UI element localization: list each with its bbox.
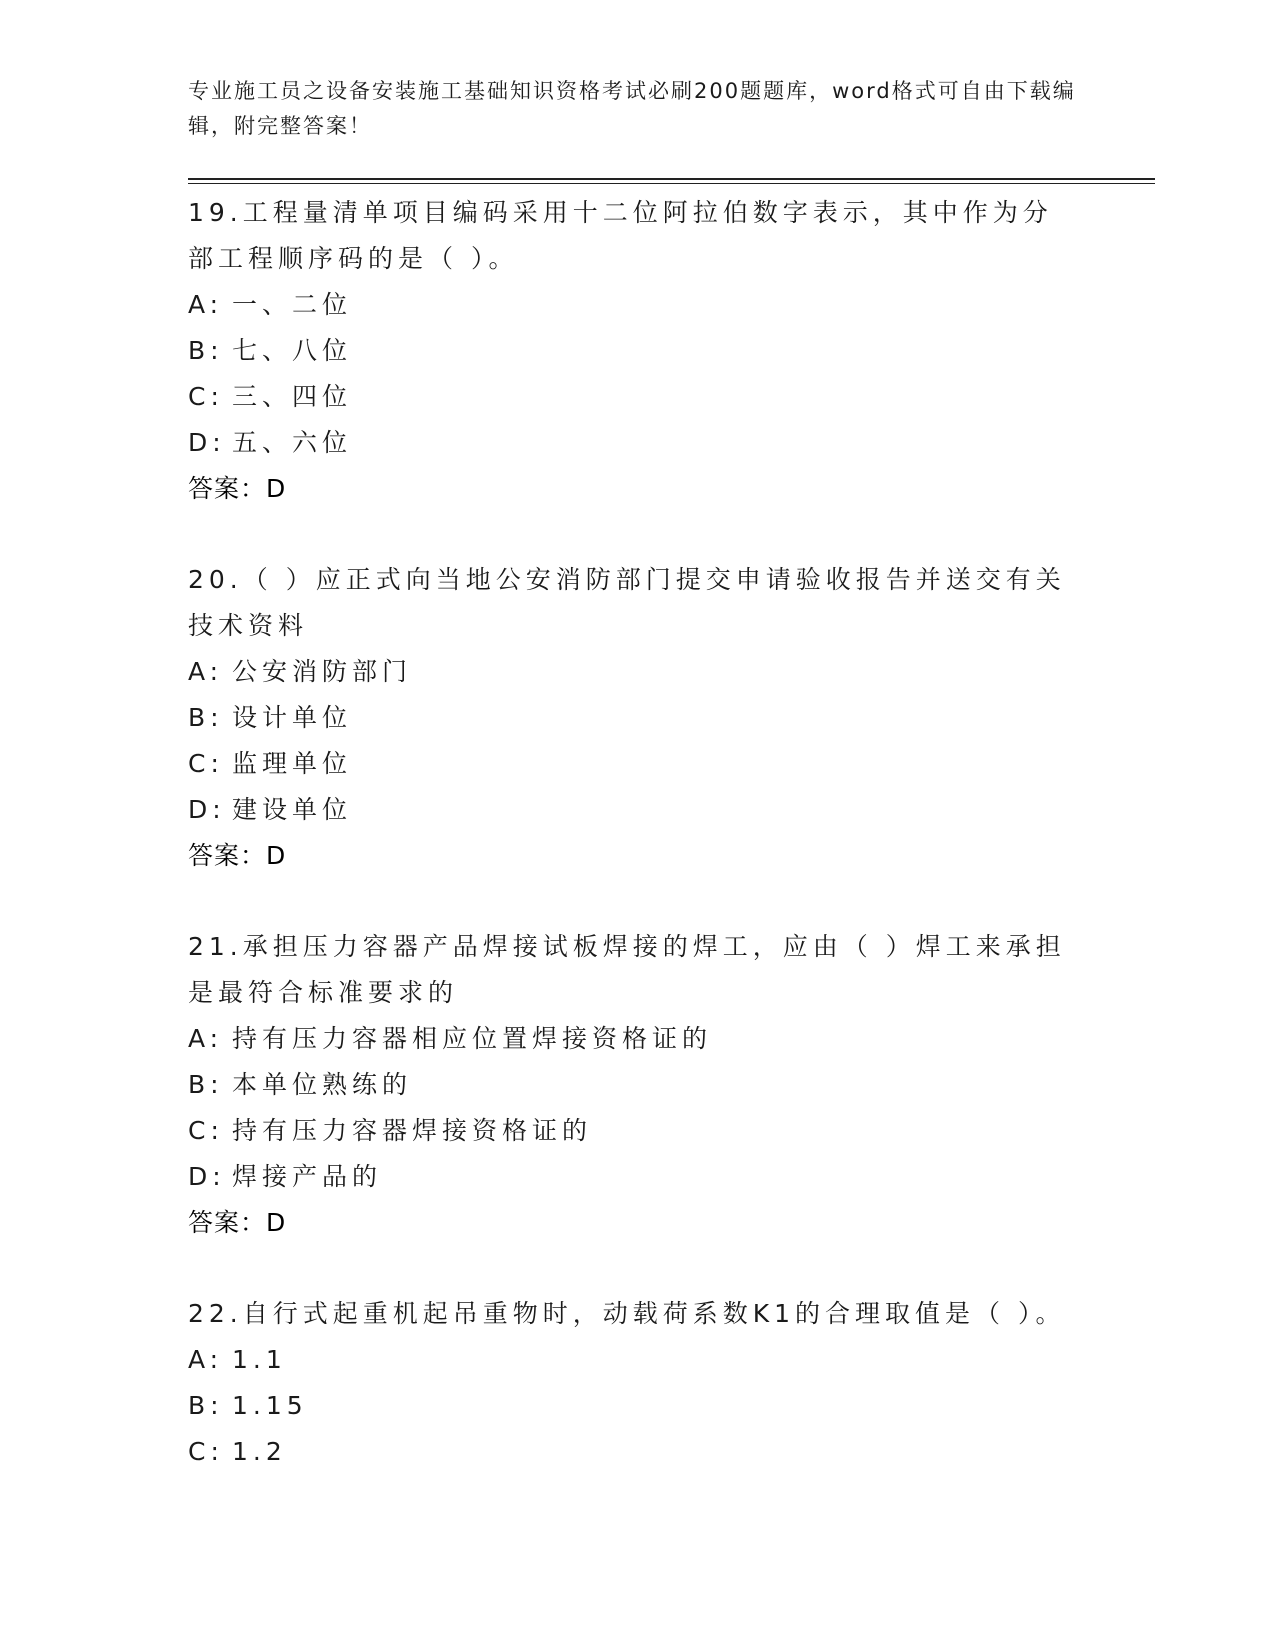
option-c [188,374,1088,420]
option-letter: B: [188,1391,224,1420]
option-letter: A: [188,290,224,319]
option-letter: D: [188,428,226,457]
option-text: 焊接产品的 [232,1162,383,1191]
option-letter: C: [188,1116,224,1145]
option-b [188,695,1088,741]
option-text: 七、八位 [232,336,353,365]
option-a [188,1016,1088,1062]
question-list [188,190,1088,1520]
option-text: 五、六位 [232,428,353,457]
answer-line: 答案：D [188,841,287,870]
option-text: 三、四位 [232,382,353,411]
question-21 [188,924,1088,1246]
option-text: 1.2 [232,1437,287,1466]
option-c [188,741,1088,787]
option-d [188,787,1088,833]
header-divider-thin [188,183,1155,184]
option-c [188,1108,1088,1154]
option-text: 公安消防部门 [232,657,413,686]
option-c [188,1429,1088,1475]
option-text: 1.1 [232,1345,287,1374]
header-divider-thick [188,178,1155,180]
option-text: 持有压力容器相应位置焊接资格证的 [232,1024,713,1053]
option-b [188,328,1088,374]
document-header: 专业施工员之设备安装施工基础知识资格考试必刷200题题库，word格式可自由下载编辑，附完整答案！ [188,79,1076,138]
option-a [188,1337,1088,1383]
question-19 [188,190,1088,512]
option-letter: B: [188,1070,224,1099]
option-text: 一、二位 [232,290,353,319]
option-a [188,282,1088,328]
question-stem: 22.自行式起重机起吊重物时，动载荷系数K1的合理取值是（ ）。 [188,1299,1066,1328]
option-d [188,1154,1088,1200]
option-text: 监理单位 [232,749,353,778]
option-letter: D: [188,1162,226,1191]
question-stem: 19.工程量清单项目编码采用十二位阿拉伯数字表示，其中作为分部工程顺序码的是（ ）。 [188,198,1053,273]
option-letter: B: [188,336,224,365]
option-d [188,420,1088,466]
option-letter: C: [188,382,224,411]
question-stem: 21.承担压力容器产品焊接试板焊接的焊工，应由（ ）焊工来承担是最符合标准要求的 [188,932,1066,1007]
option-text: 设计单位 [232,703,353,732]
option-text: 持有压力容器焊接资格证的 [232,1116,593,1145]
option-letter: A: [188,1024,224,1053]
option-a [188,649,1088,695]
answer-line: 答案：D [188,1208,287,1237]
option-text: 本单位熟练的 [232,1070,413,1099]
option-b [188,1383,1088,1429]
question-stem: 20.（ ）应正式向当地公安消防部门提交申请验收报告并送交有关技术资料 [188,565,1066,640]
question-20 [188,557,1088,879]
option-letter: A: [188,1345,224,1374]
option-text: 建设单位 [232,795,353,824]
option-letter: B: [188,703,224,732]
option-text: 1.15 [232,1391,308,1420]
option-letter: C: [188,1437,224,1466]
answer-line: 答案：D [188,474,287,503]
option-letter: D: [188,795,226,824]
question-22 [188,1291,1088,1475]
option-letter: C: [188,749,224,778]
option-letter: A: [188,657,224,686]
option-b [188,1062,1088,1108]
